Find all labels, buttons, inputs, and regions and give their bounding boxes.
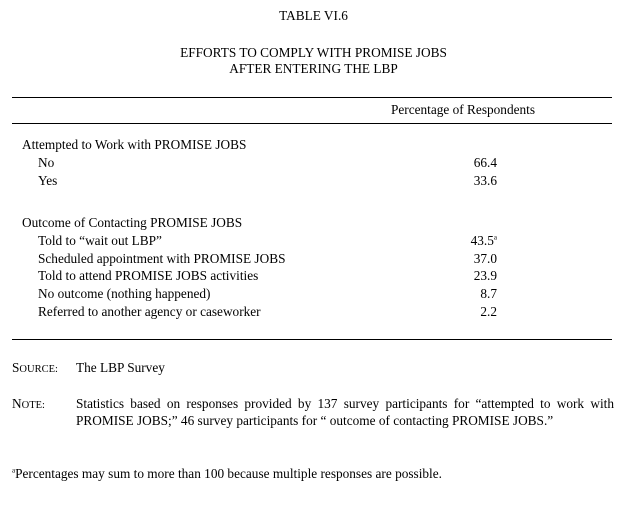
row-label: Referred to another agency or caseworker <box>38 304 261 319</box>
row-value: 23.9 <box>473 268 497 283</box>
note-label-initial: N <box>12 396 22 411</box>
footnote-mark: a <box>12 466 16 475</box>
source-label <box>12 360 58 378</box>
row-value: 8.7 <box>480 286 497 301</box>
section-heading-attempted: Attempted to Work with PROMISE JOBS <box>22 137 247 152</box>
row-value: 37.0 <box>473 251 497 266</box>
source-text: The LBP Survey <box>76 360 165 375</box>
row-label: No <box>38 155 55 170</box>
source-label-initial: S <box>12 360 20 375</box>
footnote <box>12 466 442 482</box>
row-label: Scheduled appointment with PROMISE JOBS <box>38 251 286 266</box>
table-title-line-2: AFTER ENTERING THE LBP <box>229 61 398 76</box>
table-number: TABLE VI.6 <box>279 8 348 23</box>
note-label-rest: OTE: <box>21 400 45 411</box>
top-rule <box>12 97 612 98</box>
bottom-rule <box>12 339 612 340</box>
source-label-rest: OURCE: <box>19 364 58 375</box>
footnote-text: Percentages may sum to more than 100 because multiple responses are possible. <box>15 466 442 481</box>
row-label: Told to “wait out LBP” <box>38 233 162 248</box>
row-label: Told to attend PROMISE JOBS activities <box>38 268 259 283</box>
row-value-number: 43.5 <box>470 233 494 248</box>
row-label: No outcome (nothing happened) <box>38 286 211 301</box>
footnote-mark: a <box>493 233 497 242</box>
section-heading-outcome: Outcome of Contacting PROMISE JOBS <box>22 215 243 230</box>
column-header: Percentage of Respondents <box>391 102 536 117</box>
row-value: 2.2 <box>480 304 497 319</box>
row-label: Yes <box>38 173 58 188</box>
note-text: Statistics based on responses provided by 137 survey participants for “attempted to work with PROMISE JOBS;” 46 survey participants for “ outcome of contacting PROMISE JOBS.” <box>76 396 614 428</box>
row-value: 66.4 <box>473 155 497 170</box>
row-value: 33.6 <box>473 173 497 188</box>
row-value <box>417 233 497 249</box>
table-title-line-1: EFFORTS TO COMPLY WITH PROMISE JOBS <box>180 45 447 60</box>
note-label <box>12 396 45 414</box>
header-rule <box>12 123 612 124</box>
